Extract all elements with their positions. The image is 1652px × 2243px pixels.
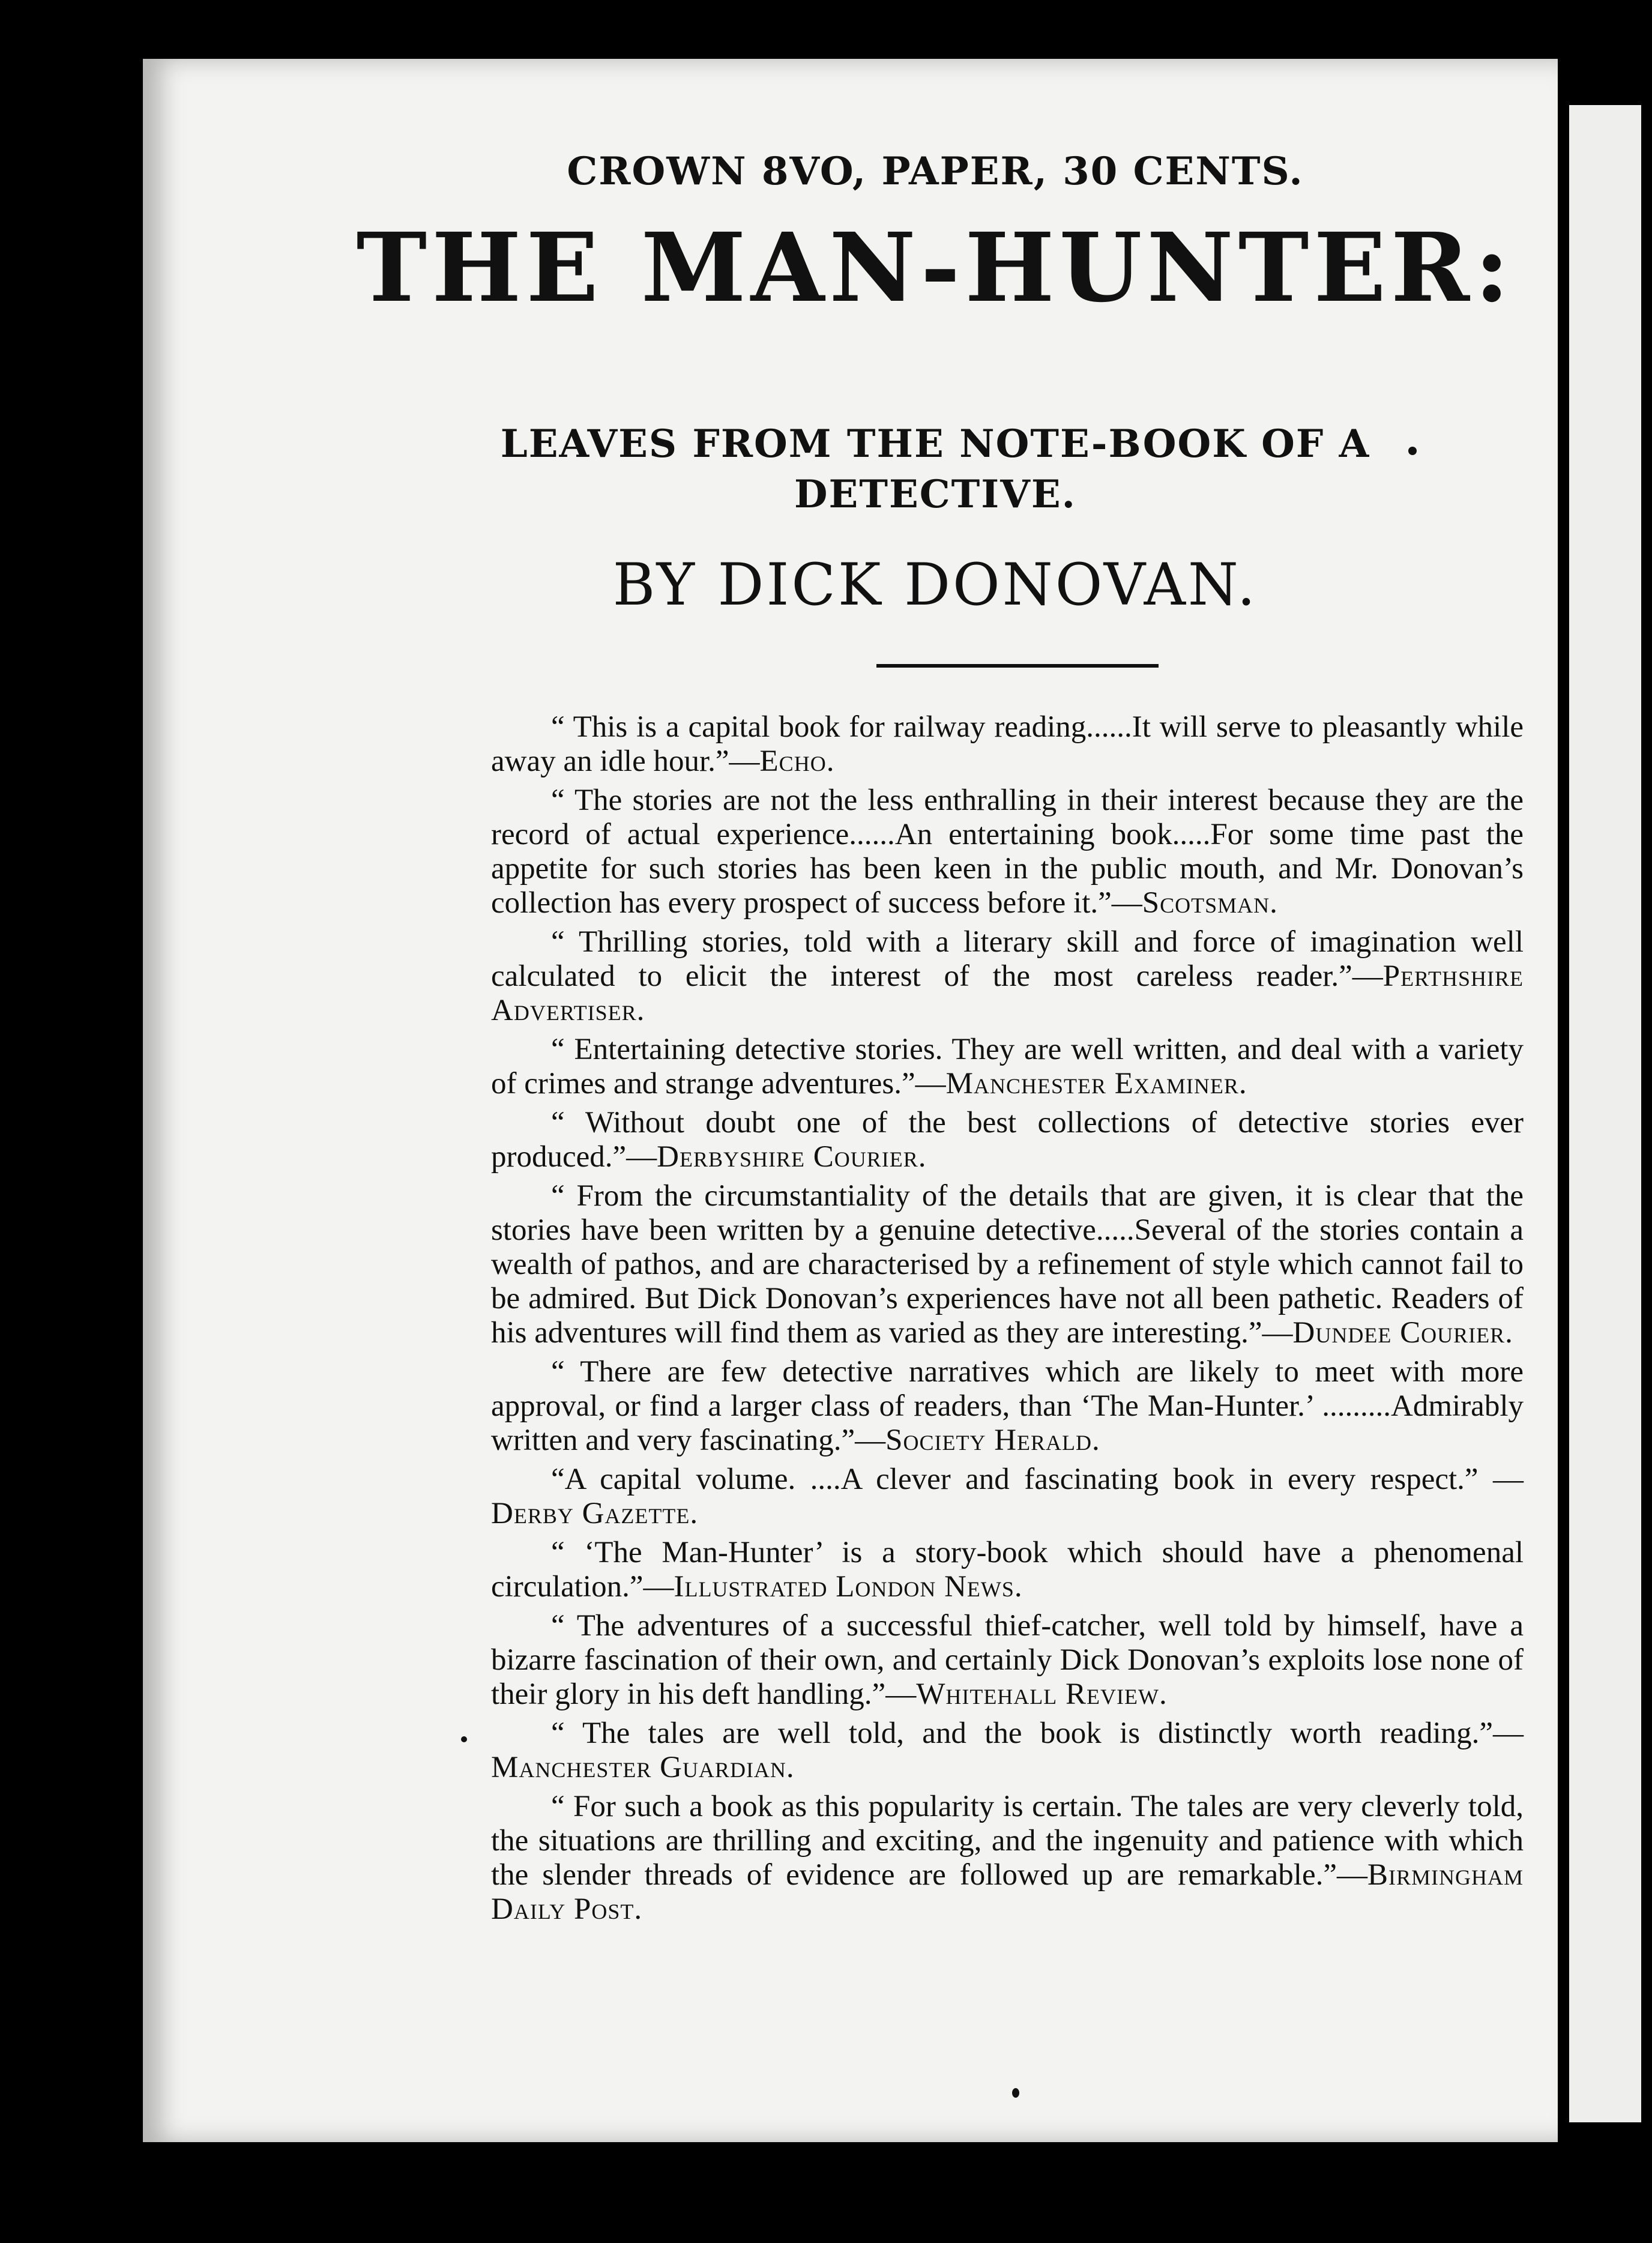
- review-item: [491, 1536, 1524, 1604]
- book-subtitle: LEAVES FROM THE NOTE-BOOK OF A DETECTIVE.: [500, 421, 1370, 517]
- review-item: [491, 925, 1524, 1028]
- review-item: [491, 1609, 1524, 1712]
- review-quote: “ The adventures of a successful thief-catcher, well told by himself, have a bizarre fascination of their own, and certainly Dick Donovan’s exploits lose none of their glory in his deft handling.”—: [491, 1609, 1524, 1711]
- price-line: CROWN 8VO, PAPER, 30 CENTS.: [567, 149, 1304, 194]
- review-source: Scotsman.: [1142, 886, 1278, 920]
- review-quote: “ The stories are not the less enthralling in their interest because they are the record of actual experience......An entertaining book.....For some time past the appetite for such stories has been keen in the public mouth, and Mr. Donovan’s collection has every prospect of success before it.”—: [491, 783, 1524, 920]
- review-quote: “ This is a capital book for railway reading......It will serve to pleasantly while away an idle hour.”—: [491, 710, 1524, 778]
- review-item: [491, 783, 1524, 920]
- review-source: Manchester Examiner.: [945, 1067, 1247, 1100]
- review-quote: “ The tales are well told, and the book is distinctly worth reading.”—: [551, 1716, 1524, 1750]
- adjacent-page-edge: [1569, 105, 1641, 2122]
- review-source: Society Herald.: [885, 1423, 1100, 1457]
- review-source: Manchester Guardian.: [491, 1751, 795, 1784]
- divider-rule: [876, 664, 1159, 668]
- review-item: [491, 1790, 1524, 1927]
- review-quote: “ There are few detective narratives which are likely to meet with more approval, or find a larger class of readers, than ‘The Man-Hunter.’ .........Admirably written and very fascinating.”—: [491, 1355, 1524, 1457]
- review-source: Derbyshire Courier.: [657, 1140, 927, 1174]
- ink-speck: [461, 1736, 467, 1742]
- book-title: THE MAN-HUNTER:: [356, 213, 1515, 324]
- ink-speck: [1012, 2088, 1019, 2098]
- review-quote: “ Thrilling stories, told with a literary skill and force of imagination well calculated to elicit the interest of the most careless reader.”—: [491, 925, 1524, 993]
- review-quote: “ For such a book as this popularity is certain. The tales are very cleverly told, the situations are thrilling and exciting, and the ingenuity and patience with which the slender threads of evidence are followed up are remarkable.”—: [491, 1790, 1524, 1892]
- review-item: [491, 710, 1524, 779]
- review-item: [491, 1033, 1524, 1101]
- review-source: Dundee Courier.: [1292, 1316, 1513, 1350]
- review-quote: “ Entertaining detective stories. They are well written, and deal with a variety of crimes and strange adventures.”—: [491, 1033, 1524, 1100]
- book-page: [143, 59, 1558, 2142]
- ink-speck: [1408, 447, 1417, 455]
- review-item: [491, 1463, 1524, 1531]
- review-source: Derby Gazette.: [491, 1497, 699, 1530]
- review-quote: “ From the circumstantiality of the details that are given, it is clear that the stories have been written by a genuine detective.....Several of the stories contain a wealth of pathos, and are characterised by a refinement of style which cannot fail to be admired. But Dick Donovan’s experiences have not all been pathetic. Readers of his adventures will find them as varied as they are interesting.”—: [491, 1179, 1524, 1350]
- review-source: Whitehall Review.: [916, 1677, 1168, 1711]
- review-quote: “ ‘The Man-Hunter’ is a story-book which should have a phenomenal circulation.”—: [491, 1536, 1524, 1604]
- review-quote: “ Without doubt one of the best collections of detective stories ever produced.”—: [491, 1106, 1524, 1174]
- author-line: BY DICK DONOVAN.: [612, 551, 1258, 618]
- review-item: [491, 1716, 1524, 1785]
- press-reviews: [491, 710, 1524, 1931]
- review-source: Birmingham Daily Post.: [491, 1858, 1524, 1926]
- review-quote: “A capital volume. ....A clever and fascinating book in every respect.” —: [551, 1463, 1524, 1496]
- review-source: Echo.: [759, 744, 835, 778]
- review-item: [491, 1179, 1524, 1350]
- review-item: [491, 1355, 1524, 1458]
- review-item: [491, 1106, 1524, 1174]
- review-source: Perthshire Advertiser.: [491, 959, 1524, 1027]
- review-source: Illustrated London News.: [674, 1570, 1023, 1604]
